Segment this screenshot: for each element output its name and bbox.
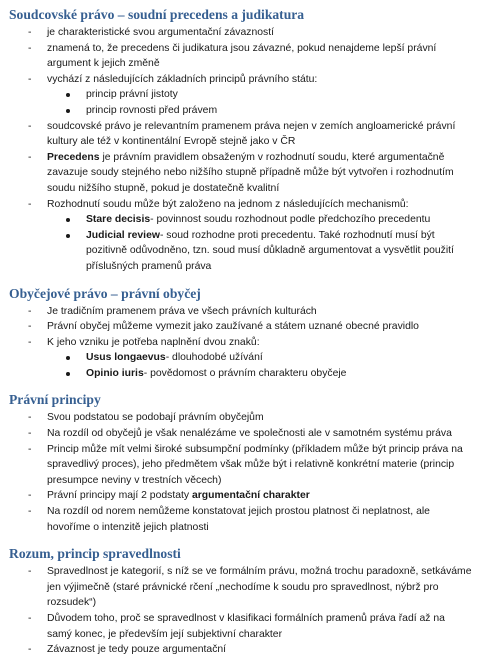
item-text: Na rozdíl od norem nemůžeme konstatovat jejich prostou platnost či neplatnost, ale hovoříme o intenzitě jejich platnosti — [47, 506, 430, 533]
list-item — [9, 410, 472, 426]
item-text: - soud rozhodne proti precedentu. Také rozhodnutí musí být pozitivně odůvodněno, tzn. soud musí důkladně argumentovat a vysvětlit použití příslušných pramenů práva — [86, 229, 454, 272]
item-text: Závaznost je tedy pouze argumentační — [47, 644, 227, 656]
bullet-list — [9, 410, 472, 535]
section — [9, 545, 472, 658]
item-text: - povinnost soudu rozhodnout podle předchozího precedentu — [150, 214, 431, 226]
section-heading: Rozum, princip spravedlnosti — [9, 546, 181, 562]
item-text: Na rozdíl od obyčejů je však nenalézáme ve společnosti ale v samotném systému práva — [47, 428, 452, 440]
list-item — [9, 119, 472, 150]
list-item — [9, 41, 472, 72]
item-text: znamená to, že precedens či judikatura jsou závazné, pokud nenajdeme lepší právní argument k jejich změně — [47, 42, 437, 70]
item-text: je charakteristické svou argumentační závazností — [47, 27, 274, 38]
list-item — [9, 504, 472, 535]
item-text: Právní principy mají 2 podstaty — [47, 490, 192, 502]
list-item — [9, 304, 472, 320]
list-item — [9, 150, 472, 197]
list-item — [9, 611, 472, 642]
list-item — [9, 642, 472, 658]
term-label: Usus longaevus — [86, 352, 166, 364]
term-label: argumentační charakter — [191, 490, 310, 502]
item-text: Princip může mít velmi široké subsumpční podmínky (příkladem může být princip práva na spravedlivý proces), jeho předmětem však může být i relativně konkrétní materie (princip presumpce neviny v trestních věcech) — [47, 443, 463, 486]
item-text: je právním pravidlem obsaženým v rozhodnutí soudu, které argumentačně zavazuje soudy stejného nebo nižšího stupně případně může být vytvořen i rozhodnutím soudu nižšího stupně, pokud je dostatečně kvalitní — [47, 151, 454, 194]
section — [9, 6, 472, 275]
item-text: Je tradičním pramenem práva ve všech právních kulturách — [47, 305, 317, 317]
sub-list-item — [9, 228, 472, 275]
list-item — [9, 335, 472, 351]
item-text: princip právní jistoty — [86, 89, 178, 101]
bullet-list — [9, 304, 472, 382]
item-text: princip rovnosti před právem — [86, 104, 218, 116]
list-item — [9, 72, 472, 88]
list-item — [9, 319, 472, 335]
list-item — [9, 442, 472, 489]
item-text: vychází z následujících základních principů právního státu: — [47, 73, 318, 85]
section-heading: Soudcovské právo – soudní precedens a judikatura — [9, 7, 305, 22]
section — [9, 285, 472, 382]
sub-list-item — [9, 366, 472, 382]
item-text: Rozhodnutí soudu může být založeno na jednom z následujících mechanismů: — [47, 198, 409, 210]
sub-list-item — [9, 103, 472, 119]
list-item — [9, 488, 472, 504]
term-label: Stare decisis — [86, 214, 151, 226]
section — [9, 391, 472, 535]
sub-list-item — [9, 350, 472, 366]
term-label: Opinio iuris — [86, 367, 144, 379]
item-text: Právní obyčej můžeme vymezit jako zaužívané a státem uznané obecné pravidlo — [47, 321, 419, 333]
section-heading: Právní principy — [9, 392, 101, 408]
term-label: Judicial review — [86, 229, 160, 241]
list-item — [9, 564, 472, 611]
term-label: Precedens — [47, 151, 100, 163]
section-heading: Obyčejové právo – právní obyčej — [9, 285, 201, 301]
item-text: - dlouhodobé užívání — [165, 352, 263, 364]
item-text: Důvodem toho, proč se spravedlnost v klasifikaci formálních pramenů práva řadí až na samý konec, je především její subjektivní charakter — [47, 613, 445, 640]
item-text: K jeho vzniku je potřeba naplnění dvou znaků: — [47, 336, 260, 348]
sub-list-item — [9, 87, 472, 103]
item-text: Spravedlnost je kategorií, s níž se ve formálním právu, možná trochu paradoxně, setkáváme jen výjimečně (staré právnické rčení „nechodíme k soudu pro spravedlnost, nýbrž pro rozsudek“) — [47, 566, 472, 609]
list-item — [9, 426, 472, 442]
item-text: soudcovské právo je relevantním pramenem práva nejen v zemích angloamerické právní kultury ale též v kontinentální Evropě stejně jako v ČR — [47, 120, 456, 148]
item-text: Svou podstatou se podobají právním obyčejům — [47, 412, 264, 424]
list-item — [9, 25, 472, 41]
bullet-list — [9, 25, 472, 275]
bullet-list — [9, 564, 472, 658]
sub-list-item — [9, 212, 472, 228]
list-item — [9, 197, 472, 213]
item-text: - povědomost o právním charakteru obyčeje — [143, 367, 347, 379]
